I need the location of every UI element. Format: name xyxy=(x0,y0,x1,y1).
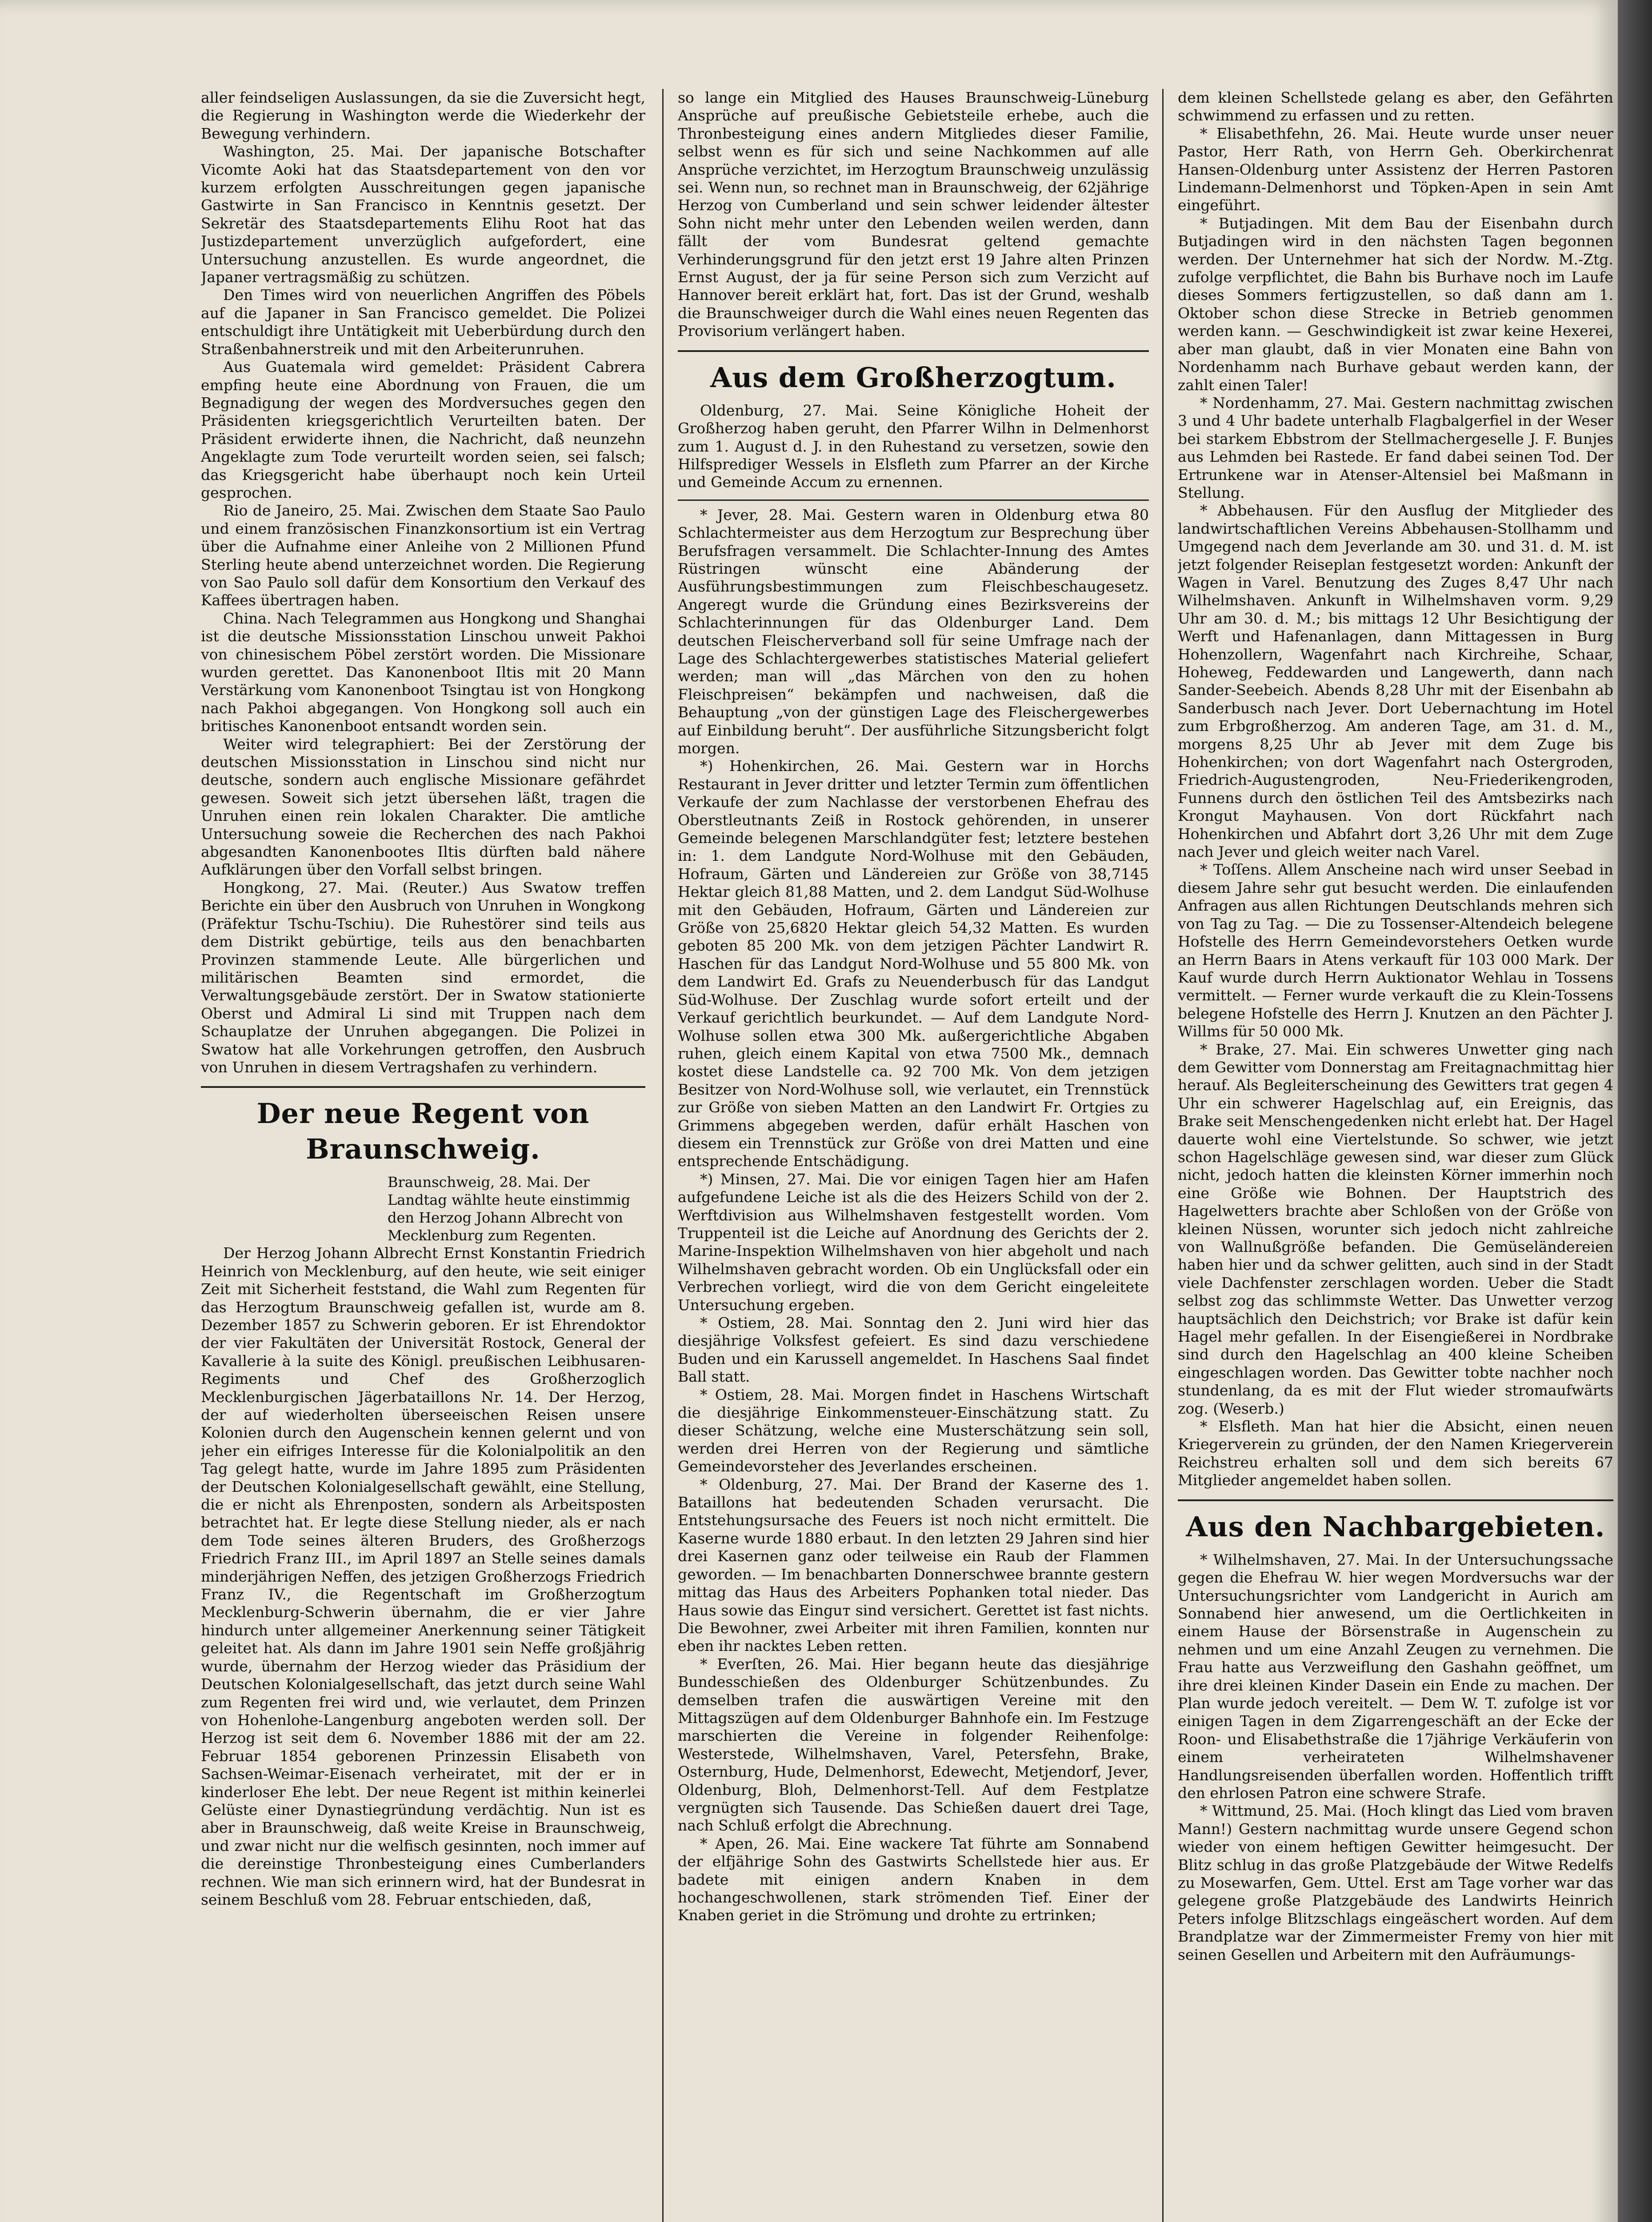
section-heading-regent: Der neue Regent von Braunschweig. xyxy=(256,1097,590,1166)
article-paragraph: * Wittmund, 25. Mai. (Hoch klingt das Lied vom braven Mann!) Gestern nachmittag wurde unsere Gegend schon wieder von einem heftigen Gewitter heimgesucht. Der Blitz schlug in das große Platzgebäude der Witwe Redelfs zu Mosewarfen, Gem. Uttel. Erst am Tage vorher war das gelegene große Platzgebäude des Landwirts Heinrich Peters infolge Blitzschlags eingeäschert worden. Auf dem Brandplatze war der Zimmermeister Fremy von hier mit seinen Gesellen und Arbeitern mit den Aufräumungs- xyxy=(1178,1802,1613,1963)
article-paragraph: * Everſten, 26. Mai. Hier begann heute das diesjährige Bundesschießen des Oldenburger Schützenbundes. Zu demselben trafen die auswärtigen Vereine mit den Mittagszügen auf dem Oldenburger Bahnhofe ein. Im Festzuge marschierten die Vereine in folgender Reihenfolge: Westerstede, Wilhelmshaven, Varel, Petersfehn, Brake, Osternburg, Hude, Delmenhorst, Edewecht, Metjendorf, Jever, Oldenburg, Bloh, Delmenhorst-Tell. Auf dem Festplatze vergnügten sich Tausende. Das Schießen dauert drei Tage, nach Schluß erfolgt die Abrechnung. xyxy=(678,1655,1149,1834)
article-paragraph: * Oldenburg, 27. Mai. Der Brand der Kaserne des 1. Bataillons hat bedeutenden Schaden verursacht. Die Entstehungsursache des Feuers ist noch nicht ermittelt. Die Kaserne wurde 1880 erbaut. In den letzten 29 Jahren sind hier drei Kasernen ganz oder teilweise ein Raub der Flammen geworden. — Im benachbarten Donnerschwee brannte gestern mittag das Haus des Arbeiters Pophanken total nieder. Das Haus sowie das Einguт sind versichert. Gerettet ist fast nichts. Die Bewohner, zwei Arbeiter mit ihren Familien, konnten nur eben ihr nacktes Leben retten. xyxy=(678,1475,1149,1655)
article-paragraph: Washington, 25. Mai. Der japanische Botschafter Vicomte Aoki hat das Staatsdepartement von den vor kurzem erfolgten Ausschreitungen gegen japanische Gastwirte in San Francisco in Kenntnis gesetzt. Der Sekretär des Staatsdepartements Elihu Root hat das Justizdepartement unverzüglich aufgefordert, eine Untersuchung anzustellen. Es wurde angeordnet, die Japaner vertragsmäßig zu schützen. xyxy=(201,143,645,286)
article-paragraph: Den Times wird von neuerlichen Angriffen des Pöbels auf die Japaner in San Francisco gemeldet. Die Polizei entschuldigt ihre Untätigkeit mit Ueberbürdung durch den Straßenbahnerstreik und mit den Arbeiterunruhen. xyxy=(201,286,645,358)
article-paragraph: Hongkong, 27. Mai. (Reuter.) Aus Swatow treffen Berichte ein über den Ausbruch von Unruhen in Wongkong (Präfektur Tschu-Tschiu). Die Ruhestörer sind teils aus dem Distrikt gebürtige, teils aus den benachbarten Provinzen stammende Leute. Alle bürgerlichen und militärischen Beamten sind ermordet, die Verwaltungsgebäude zerstört. Der in Swatow stationierte Oberst und Admiral Li sind mit Truppen nach dem Schauplatze der Unruhen abgegangen. Die Polizei in Swatow hat alle Vorkehrungen getroffen, den Ausbruch von Unruhen in diesem Vertragshafen zu verhindern. xyxy=(201,879,645,1076)
article-paragraph: Weiter wird telegraphiert: Bei der Zerstörung der deutschen Missionsstation in Linschou sind nicht nur deutsche, sondern auch englische Missionare gefährdet gewesen. Soweit sich jetzt übersehen läßt, tragen die Unruhen einen rein lokalen Charakter. Die amtliche Untersuchung soweie die Recherchen des nach Pakhoi abgesandten Kanonenbootes Iltis dürften bald nähere Aufklärungen über den Vorfall selbst bringen. xyxy=(201,735,645,879)
article-paragraph: Oldenburg, 27. Mai. Seine Königliche Hoheit der Großherzog haben geruht, den Pfarrer Wilhn in Delmenhorst zum 1. August d. J. in den Ruhestand zu versetzen, sowie den Hilfsprediger Wessels in Elsfleth zum Pfarrer an der Kirche und Gemeinde Accum zu ernennen. xyxy=(678,401,1149,491)
article-paragraph: * Apen, 26. Mai. Eine wackere Tat führte am Sonnabend der elfjährige Sohn des Gastwirts Schellstede hier aus. Er badete mit einigen andern Knaben in dem hochangeschwollenen, stark strömenden Tief. Einer der Knaben geriet in die Strömung und drohte zu ertrinken; xyxy=(678,1834,1149,1924)
article-paragraph: * Elisabethfehn, 26. Mai. Heute wurde unser neuer Pastor, Herr Rath, von Herrn Geh. Oberkirchenrat Hansen-Oldenburg unter Assistenz der Herren Pastoren Lindemann-Delmenhorst und Töpken-Apen in sein Amt eingeführt. xyxy=(1178,124,1613,214)
article-paragraph: * Ostiem, 28. Mai. Morgen findet in Haschens Wirtschaft die diesjährige Einkommensteuer-Einschätzung statt. Zu dieser Schätzung, welche eine Musterschätzung sein soll, werden drei Herren von der Regierung und sämtliche Gemeindevorsteher des Jeverlandes erscheinen. xyxy=(678,1386,1149,1475)
article-paragraph: * Wilhelmshaven, 27. Mai. In der Untersuchungssache gegen die Ehefrau W. hier wegen Mordversuchs war der Untersuchungsrichter vom Landgericht in Aurich am Sonnabend hier anwesend, um die Oertlichkeiten in einem Hause der Börsenstraße in Augenschein zu nehmen und um eine Anzahl Zeugen zu vernehmen. Die Frau hatte aus Verzweiflung den Gashahn geöffnet, um ihre drei kleinen Kinder Dasein ein Ende zu machen. Der Plan wurde jedoch vereitelt. — Dem W. T. zufolge ist vor einigen Tagen in dem Zigarrengeschäft an der Ecke der Roon- und Elisabethstraße die 17jährige Verkäuferin von einem verheirateten Wilhelmshavener Handlungsreisenden überfallen worden. Hoffentlich trifft den ehrlosen Patron eine schwere Strafe. xyxy=(1178,1551,1613,1802)
article-paragraph: China. Nach Telegrammen aus Hongkong und Shanghai ist die deutsche Missionsstation Linschou unweit Pakhoi von chinesischem Pöbel zerstört worden. Die Missionare wurden gerettet. Das Kanonenboot Iltis mit 20 Mann Verstärkung vom Kanonenboot Tsingtau ist von Hongkong nach Pakhoi abgegangen. Von Hongkong soll auch ein britisches Kanonenboot entsandt worden sein. xyxy=(201,609,645,735)
article-paragraph: * Toſſens. Allem Anscheine nach wird unser Seebad in diesem Jahre sehr gut besucht werden. Die einlaufenden Anfragen aus allen Richtungen Deutschlands mehren sich von Tag zu Tag. — Die zu Tossenser-Altendeich belegene Hofstelle des Herrn Gemeindevorstehers Oetken wurde an Herrn Baars in Atens verkauft für 103 000 Mark. Der Kauf wurde durch Herrn Auktionator Wehlau in Tossens vermittelt. — Ferner wurde verkauft die zu Klein-Tossens belegene Hofstelle des Herrn J. Knutzen an den Pächter J. Willms für 50 000 Mk. xyxy=(1178,861,1613,1040)
section-divider xyxy=(1178,1499,1613,1501)
article-paragraph: * Brake, 27. Mai. Ein schweres Unwetter ging nach dem Gewitter vom Donnerstag am Freitagnachmittag hier herauf. Als Begleiterscheinung des Gewitters trat gegen 4 Uhr ein schwerer Hagelschlag auf, ein Ereignis, das Brake seit Menschengedenken nicht erlebt hat. Der Hagel dauerte wohl eine Viertelstunde. So schwer, wie jetzt schon Hagelschläge gewesen sind, war dieser zum Glück nicht, jedoch hatten die kleinsten Körner immerhin noch eine Größe wie Bohnen. Der Hauptstrich des Hagelwetters brachte aber Schloßen von der Größe von kleinen Nüssen, worunter sich jedoch nicht zahlreiche von Wallnußgröße befanden. Die Gemüseländereien haben hier und da schwer gelitten, auch sind in der Stadt viele Dachfenster zerschlagen worden. Ueber die Stadt selbst zog das schlimmste Wetter. Das Unwetter verzog hauptsächlich den Deichstrich; vor Brake ist dafür kein Hagel mehr gefallen. In der Eisengießerei in Nordbrake sind durch den Hagelschlag an 400 kleine Scheiben eingeschlagen worden. Das Gewitter tobte nachher noch stundenlang, da es mit der Flut wieder stromaufwärts zog. (Weserb.) xyxy=(1178,1040,1613,1417)
column-3 xyxy=(1178,89,1613,2222)
column-1 xyxy=(201,89,645,2222)
book-edge-shadow xyxy=(1618,0,1652,2222)
article-paragraph: * Ostiem, 28. Mai. Sonntag den 2. Juni wird hier das diesjährige Volksfest gefeiert. Es sind dazu verschiedene Buden und ein Karussell angemeldet. In Haschens Saal findet Ball statt. xyxy=(678,1314,1149,1386)
article-paragraph: *) Minsen, 27. Mai. Die vor einigen Tagen hier am Hafen aufgefundene Leiche ist als die des Heizers Schild von der 2. Werftdivision aus Wilhelmshaven festgestellt worden. Vom Truppenteil ist die Leiche auf Anordnung des Gerichts der 2. Marine-Inspektion Wilhelmshaven von hier abgeholt und nach Wilhelmshaven gebracht worden. Ob ein Unglücksfall oder ein Verbrechen vorliegt, wird die von dem Gericht eingeleitete Untersuchung ergeben. xyxy=(678,1170,1149,1314)
column-rule xyxy=(662,89,664,2222)
article-paragraph: * Jever, 28. Mai. Gestern waren in Oldenburg etwa 80 Schlachtermeister aus dem Herzogtum zur Besprechung über Berufsfragen versammelt. Die Schlachter-Innung des Amtes Rüstringen wünscht eine Abänderung der Ausführungsbestimmungen zum Fleischbeschaugesetz. Angeregt wurde die Gründung eines Bezirksvereins der Schlachterinnungen für das Oldenburger Land. Dem deutschen Fleischerverband soll für seine Umfrage nach der Lage des Schlachtergewerbes statistisches Material geliefert werden; man will „das Märchen von den zu hohen Fleischpreisen“ bekämpfen und nachweisen, daß die Behauptung „von der günstigen Lage des Fleischergewerbes auf Einbildung beruht“. Der ausführliche Sitzungsbericht folgt morgen. xyxy=(678,506,1149,757)
section-heading-nachbargebiete: Aus den Nachbargebieten. xyxy=(1186,1510,1605,1543)
section-divider xyxy=(201,1086,645,1088)
article-paragraph: aller feindseligen Auslassungen, da sie die Zuversicht hegt, die Regierung in Washington werde die Wiederkehr der Bewegung verhindern. xyxy=(201,89,645,142)
article-paragraph: dem kleinen Schellstede gelang es aber, den Gefährten schwimmend zu erfassen und zu retten. xyxy=(1178,89,1613,124)
section-divider xyxy=(678,500,1149,501)
article-paragraph: so lange ein Mitglied des Hauses Braunschweig-Lüneburg Ansprüche auf preußische Gebietsteile erhebe, auch die Thronbesteigung eines andern Mitgliedes dieser Familie, selbst wenn es für sich und seine Nachkommen auf alle Ansprüche verzichtet, im Herzogtum Braunschweig unzulässig sei. Wenn nun, so rechnet man in Braunschweig, der 62jährige Herzog von Cumberland und sein schwer leidender ältester Sohn nicht mehr unter den Lebenden weilen werden, dann fällt der vom Bundesrat geltend gemachte Verhinderungsgrund für den jetzt erst 19 Jahre alten Prinzen Ernst August, der ja für seine Person sich zum Verzicht auf Hannover bereit erklärt hat, fort. Das ist der Grund, weshalb die Braunschweiger durch die Wahl eines neuen Regenten das Provisorium verlängert haben. xyxy=(678,89,1149,340)
article-paragraph: * Butjadingen. Mit dem Bau der Eisenbahn durch Butjadingen wird in den nächsten Tagen begonnen werden. Der Unternehmer hat sich der Nordw. M.-Ztg. zufolge verpflichtet, die Bahn bis Burhave noch im Laufe dieses Sommers fertigzustellen, so daß dann am 1. Oktober schon diese Strecke in Betrieb genommen werden kann. — Geschwindigkeit ist zwar keine Hexerei, aber man glaubt, daß in vier Monaten eine Bahn von Nordenhamm nach Burhave gebaut werden kann, der zahlt einen Taler! xyxy=(1178,214,1613,394)
article-paragraph: Rio de Janeiro, 25. Mai. Zwischen dem Staate Sao Paulo und einem französischen Finanzkonsortium ist ein Vertrag über die Aufnahme einer Anleihe von 2 Millionen Pfund Sterling heute abend unterzeichnet worden. Die Regierung von Sao Paulo soll dafür dem Konsortium den Verkauf des Kaffees übertragen haben. xyxy=(201,502,645,609)
section-divider xyxy=(678,350,1149,352)
article-paragraph: Aus Guatemala wird gemeldet: Präsident Cabrera empfing heute eine Abordnung von Frauen, die um Begnadigung der wegen des Mordversuches gegen den Präsidenten kriegsgerichtlich Verurteilten baten. Der Präsident erwiderte ihnen, die Nachricht, daß neunzehn Angeklagte zum Tode verurteilt worden seien, sei falsch; das Kriegsgericht habe überhaupt noch kein Urteil gesprochen. xyxy=(201,358,645,501)
article-paragraph: * Elsfleth. Man hat hier die Absicht, einen neuen Kriegerverein zu gründen, der den Namen Kriegerverein Reichstreu erhalten soll und dem sich bereits 67 Mitglieder angemeldet haben sollen. xyxy=(1178,1418,1613,1489)
article-paragraph: * Nordenhamm, 27. Mai. Gestern nachmittag zwischen 3 und 4 Uhr badete unterhalb Flagbalgerfiel in der Weser bei starkem Ebbstrom der Stellmachergeselle J. F. Bunjes aus Lehmden bei Rastede. Er fand dabei seinen Tod. Der Ertrunkene war in Atenser-Altensiel bei Maßmann in Stellung. xyxy=(1178,394,1613,501)
section-heading-grossherzogtum: Aus dem Großherzogtum. xyxy=(710,361,1116,394)
article-paragraph: * Abbehausen. Für den Ausflug der Mitglieder des landwirtschaftlichen Vereins Abbehausen-Stollhamm und Umgegend nach dem Jeverlande am 30. und 31. d. M. ist jetzt folgender Reiseplan festgesetzt worden: Ankunft der Wagen in Varel. Benutzung des Zuges 8,47 Uhr nach Wilhelmshaven. Ankunft in Wilhelmshaven vorm. 9,29 Uhr am 30. d. M.; bis mittags 12 Uhr Besichtigung der Werft und Hafenanlagen, dann Mittagessen in Burg Hohenzollern, Wagenfahrt nach Kirchreihe, Schaar, Hoheweg, Feddewarden und Langewerth, dann nach Sander-Seebeich. Abends 8,28 Uhr mit der Eisenbahn ab Sanderbusch nach Jever. Dort Uebernachtung im Hotel zum Erbgroßherzog. Am anderen Tage, am 31. d. M., morgens 8,25 Uhr ab Jever mit dem Zuge bis Hohenkirchen; von dort Wagenfahrt nach Ostergroden, Friedrich-Augustengroden, Neu-Friederikengroden, Funnens durch den östlichen Teil des Amtsbezirks nach Krongut Mayhausen. Von dort Rückfahrt nach Hohenkirchen und Abfahrt dort 3,26 Uhr mit dem Zuge nach Jever und gleich weiter nach Varel. xyxy=(1178,502,1613,861)
column-rule xyxy=(1162,89,1164,2222)
article-paragraph: *) Hohenkirchen, 26. Mai. Gestern war in Horchs Restaurant in Jever dritter und letzter Termin zum öffentlichen Verkaufe der zum Nachlasse der verstorbenen Ehefrau des Oberstleutnants Zeiß in Rostock gehörenden, in unserer Gemeinde belegenen Marschlandgüter fest; letztere bestehen in: 1. dem Landgute Nord-Wolhuse mit den Gebäuden, Hofraum, Gärten und Ländereien zur Größe von 38,7145 Hektar gleich 81,88 Matten, und 2. dem Landgut Süd-Wolhuse mit den Gebäuden, Hofraum, Gärten und Ländereien zur Größe von 25,6820 Hektar gleich 54,32 Matten. Es wurden geboten 85 200 Mk. von dem jetzigen Pächter Landwirt R. Haschen für das Landgut Nord-Wolhuse und 55 800 Mk. von dem Landwirt Ed. Grafs zu Neuenderbusch für das Landgut Süd-Wolhuse. Der Zuschlag wurde sofort erteilt und der Verkauf gerichtlich beurkundet. — Auf dem Landgute Nord-Wolhuse sollen etwa 300 Mk. außergerichtliche Abgaben ruhen, gleich einem Kapital von etwa 7500 Mk., demnach kostet diese Landstelle ca. 92 700 Mk. Von dem jetzigen Besitzer von Nord-Wolhuse soll, wie verlautet, ein Trennstück zur Größe von sieben Matten an den Landwirt Fr. Ortgies zu Grimmens abgegeben werden, dafür erhält Haschen von diesem ein Trennstück zur Größe von drei Matten und eine entsprechende Entschädigung. xyxy=(678,757,1149,1170)
column-2 xyxy=(678,89,1149,2222)
article-paragraph: Der Herzog Johann Albrecht Ernst Konstantin Friedrich Heinrich von Mecklenburg, auf den heute, wie seit einiger Zeit mit Sicherheit feststand, die Wahl zum Regenten für das Herzogtum Braunschweig gefallen ist, wurde am 8. Dezember 1857 zu Schwerin geboren. Er ist Ehrendoktor der vier Fakultäten der Universität Rostock, General der Kavallerie à la suite des Königl. preußischen Leibhusaren-Regiments und Chef des Großherzoglich Mecklenburgischen Jägerbataillons Nr. 14. Der Herzog, der auf wiederholten überseeischen Reisen unsere Kolonien durch den Augenschein kennen gelernt und von jeher ein eifriges Interesse für die Kolonialpolitik an den Tag gelegt hatte, wurde im Jahre 1895 zum Präsidenten der Deutschen Kolonialgesellschaft gewählt, eine Stellung, die er nicht als Ehrenposten, sondern als Arbeitsposten betrachtet hat. Er legte diese Stellung nieder, als er nach dem Tode seines älteren Bruders, des Großherzogs Friedrich Franz III., im April 1897 an Stelle seines damals minderjährigen Neffen, des jetzigen Großherzogs Friedrich Franz IV., die Regentschaft im Großherzogtum Mecklenburg-Schwerin übernahm, die er vier Jahre hindurch unter allgemeiner Anerkennung seiner Tätigkeit geleitet hat. Als dann im Jahre 1901 sein Neffe großjährig wurde, übernahm der Herzog wieder das Präsidium der Deutschen Kolonialgesellschaft, das jetzt durch seine Wahl zum Regenten frei wird und, wie verlautet, dem Prinzen von Hohenlohe-Langenburg angeboten werden soll. Der Herzog ist seit dem 6. November 1886 mit der am 22. Februar 1854 geborenen Prinzessin Elisabeth von Sachsen-Weimar-Eisenach verheiratet, mit der er in kinderloser Ehe lebt. Der neue Regent ist mithin keinerlei Gelüste einer Dynastiegründung verdächtig. Nun ist es aber in Braunschweig, daß weite Kreise in Braunschweig, und zwar nicht nur die welfisch gesinnten, noch immer auf die dereinstige Thronbesteigung eines Cumberlanders rechnen. Wie man sich erinnern wird, hat der Bundesrat in seinem Beschluß vom 28. Februar entschieden, daß, xyxy=(201,1244,645,1908)
dateline: Braunschweig, 28. Mai. Der Landtag wählte heute einstimmig den Herzog Johann Albrecht von Mecklenburg zum Regenten. xyxy=(388,1174,631,1244)
